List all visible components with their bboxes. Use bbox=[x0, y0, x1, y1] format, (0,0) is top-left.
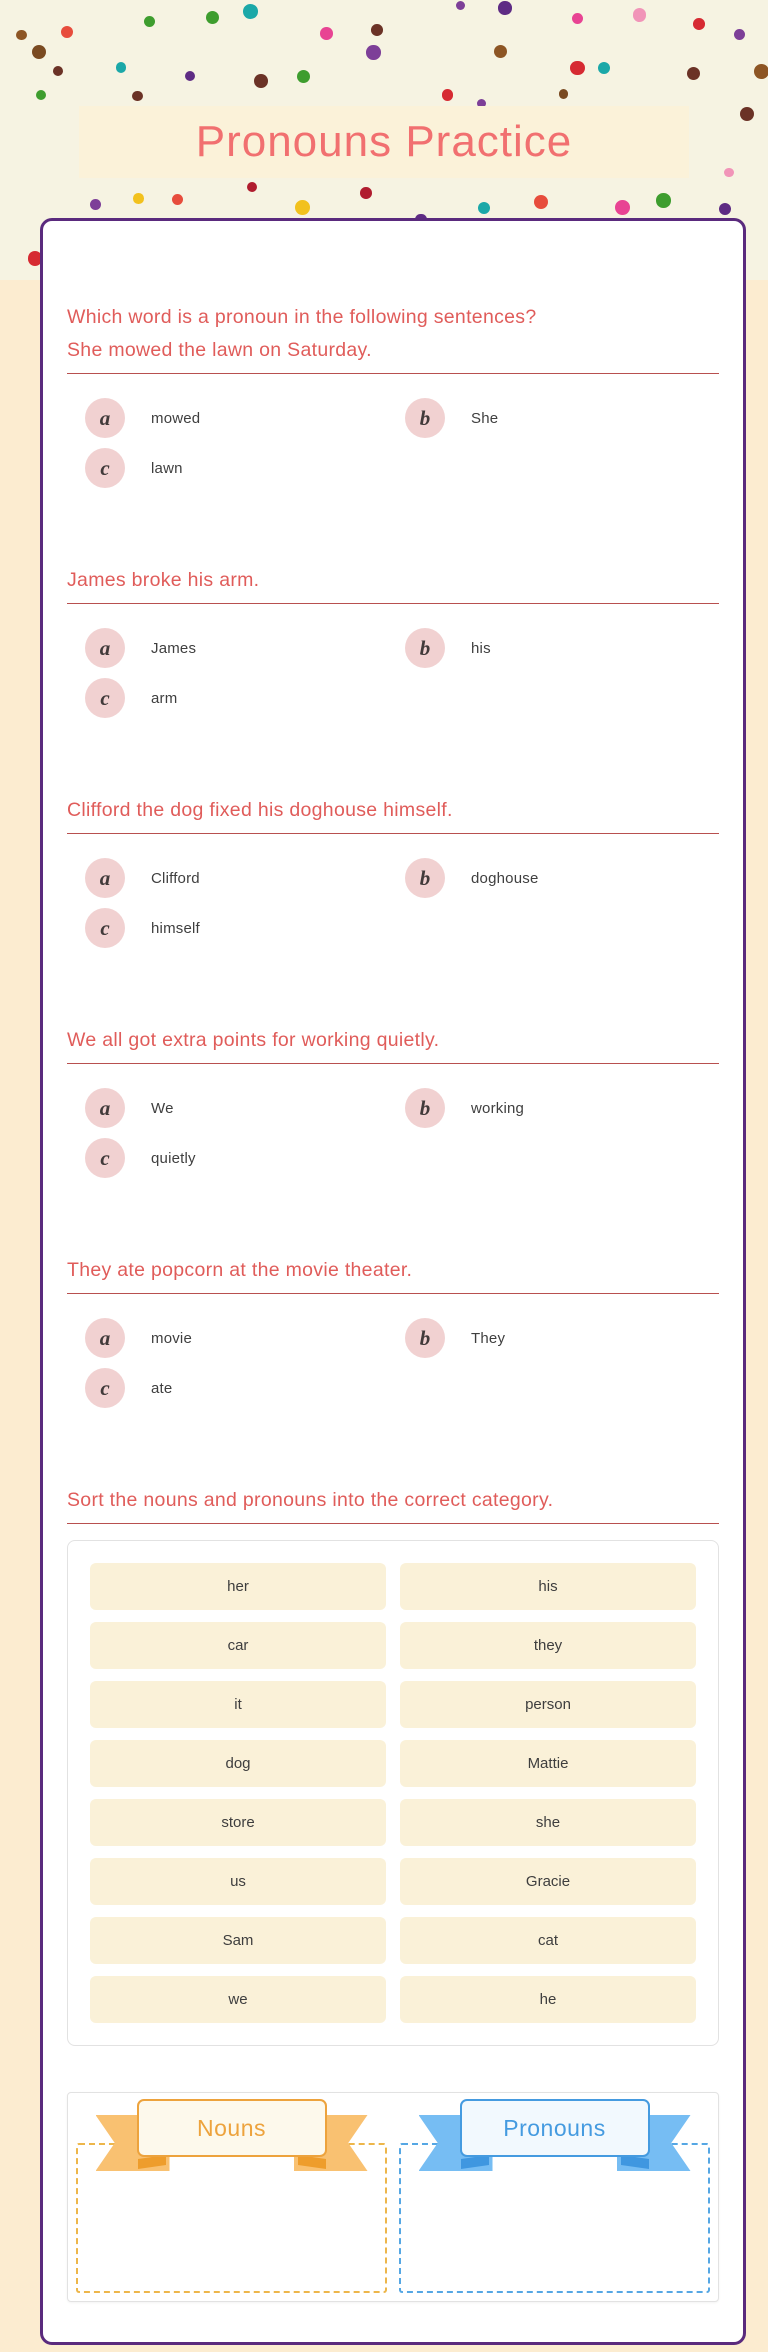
option-letter-badge: c bbox=[85, 1368, 125, 1408]
option-letter-badge: a bbox=[85, 628, 125, 668]
confetti-dot bbox=[320, 27, 333, 40]
confetti-dot bbox=[32, 45, 46, 59]
option-c[interactable] bbox=[85, 448, 405, 488]
question-divider bbox=[67, 373, 719, 374]
pronouns-ribbon-banner bbox=[419, 2099, 691, 2175]
nouns-category-label: Nouns bbox=[137, 2099, 327, 2157]
confetti-dot bbox=[498, 1, 511, 14]
question-5 bbox=[67, 1254, 719, 1408]
question-4 bbox=[67, 1024, 719, 1178]
question-1 bbox=[67, 301, 719, 488]
confetti-dot bbox=[740, 107, 754, 121]
confetti-dot bbox=[534, 195, 548, 209]
sort-prompt bbox=[67, 1484, 719, 1517]
prompt-line: They ate popcorn at the movie theater. bbox=[67, 1259, 413, 1281]
word-tile[interactable]: her bbox=[90, 1563, 386, 1610]
option-a[interactable] bbox=[85, 398, 405, 438]
option-label: They bbox=[471, 1329, 506, 1347]
confetti-dot bbox=[572, 13, 583, 24]
option-letter-badge: b bbox=[405, 628, 445, 668]
option-letter-badge: a bbox=[85, 1088, 125, 1128]
prompt-line: Clifford the dog fixed his doghouse himself. bbox=[67, 799, 453, 821]
confetti-dot bbox=[687, 67, 701, 81]
confetti-dot bbox=[615, 200, 630, 215]
word-tile[interactable]: Mattie bbox=[400, 1740, 696, 1787]
nouns-ribbon-banner bbox=[96, 2099, 368, 2175]
option-letter-badge: a bbox=[85, 858, 125, 898]
confetti-dot bbox=[656, 193, 671, 208]
option-label: movie bbox=[151, 1329, 193, 1347]
ribbon-tail-right bbox=[617, 2115, 691, 2171]
option-a[interactable] bbox=[85, 1088, 405, 1128]
option-label: arm bbox=[151, 689, 178, 707]
option-b[interactable] bbox=[405, 398, 719, 438]
confetti-dot bbox=[247, 182, 257, 192]
option-b[interactable] bbox=[405, 1318, 719, 1358]
word-tile[interactable]: Sam bbox=[90, 1917, 386, 1964]
confetti-dot bbox=[132, 91, 143, 102]
prompt-line: We all got extra points for working quietly. bbox=[67, 1029, 440, 1051]
category-drop-area bbox=[67, 2092, 719, 2302]
confetti-dot bbox=[494, 45, 508, 59]
option-label: ate bbox=[151, 1379, 173, 1397]
confetti-dot bbox=[36, 90, 46, 100]
option-label: lawn bbox=[151, 459, 183, 477]
prompt-line: James broke his arm. bbox=[67, 569, 260, 591]
worksheet-card bbox=[40, 218, 746, 2345]
confetti-dot bbox=[206, 11, 220, 25]
word-tile[interactable]: us bbox=[90, 1858, 386, 1905]
option-label: quietly bbox=[151, 1149, 196, 1167]
word-tile[interactable]: it bbox=[90, 1681, 386, 1728]
ribbon-tail-right bbox=[294, 2115, 368, 2171]
option-letter-badge: c bbox=[85, 678, 125, 718]
option-a[interactable] bbox=[85, 1318, 405, 1358]
option-c[interactable] bbox=[85, 1138, 405, 1178]
option-label: himself bbox=[151, 919, 200, 937]
option-label: She bbox=[471, 409, 499, 427]
question-divider bbox=[67, 1523, 719, 1524]
question-prompt bbox=[67, 794, 719, 827]
word-tile[interactable]: car bbox=[90, 1622, 386, 1669]
option-c[interactable] bbox=[85, 1368, 405, 1408]
confetti-dot bbox=[61, 26, 73, 38]
pronouns-category-label: Pronouns bbox=[460, 2099, 650, 2157]
confetti-dot bbox=[633, 8, 647, 22]
ribbon-tail-left bbox=[96, 2115, 170, 2171]
word-tile[interactable]: she bbox=[400, 1799, 696, 1846]
option-b[interactable] bbox=[405, 858, 719, 898]
option-letter-badge: b bbox=[405, 1088, 445, 1128]
confetti-dot bbox=[570, 61, 585, 76]
option-b[interactable] bbox=[405, 1088, 719, 1128]
confetti-dot bbox=[442, 89, 454, 101]
confetti-dot bbox=[478, 202, 490, 214]
confetti-dot bbox=[559, 89, 568, 98]
word-tile[interactable]: cat bbox=[400, 1917, 696, 1964]
confetti-dot bbox=[456, 1, 466, 11]
drop-zone-pronouns[interactable] bbox=[399, 2114, 710, 2293]
confetti-dot bbox=[734, 29, 745, 40]
option-letter-badge: c bbox=[85, 1138, 125, 1178]
confetti-dot bbox=[754, 64, 768, 79]
word-tile[interactable]: he bbox=[400, 1976, 696, 2023]
confetti-dot bbox=[724, 168, 734, 178]
title-band bbox=[79, 106, 689, 178]
confetti-dot bbox=[295, 200, 310, 215]
confetti-dot bbox=[693, 18, 705, 30]
word-tile[interactable]: his bbox=[400, 1563, 696, 1610]
question-divider bbox=[67, 1063, 719, 1064]
confetti-dot bbox=[133, 193, 143, 203]
confetti-dot bbox=[254, 74, 268, 88]
question-divider bbox=[67, 833, 719, 834]
confetti-dot bbox=[719, 203, 732, 216]
confetti-dot bbox=[144, 16, 155, 27]
option-a[interactable] bbox=[85, 628, 405, 668]
ribbon-tail-left bbox=[419, 2115, 493, 2171]
options-group bbox=[67, 1088, 719, 1178]
prompt-line: She mowed the lawn on Saturday. bbox=[67, 339, 372, 361]
question-divider bbox=[67, 1293, 719, 1294]
word-tile[interactable]: dog bbox=[90, 1740, 386, 1787]
option-c[interactable] bbox=[85, 678, 405, 718]
question-2 bbox=[67, 564, 719, 718]
prompt-line: Which word is a pronoun in the following sentences? bbox=[67, 306, 537, 328]
option-label: doghouse bbox=[471, 869, 539, 887]
confetti-dot bbox=[366, 45, 380, 59]
drop-zone-nouns[interactable] bbox=[76, 2114, 387, 2293]
word-tile[interactable]: they bbox=[400, 1622, 696, 1669]
confetti-dot bbox=[90, 199, 101, 210]
confetti-dot bbox=[598, 62, 610, 74]
options-group bbox=[67, 628, 719, 718]
option-label: his bbox=[471, 639, 491, 657]
option-letter-badge: c bbox=[85, 908, 125, 948]
options-group bbox=[67, 1318, 719, 1408]
option-label: James bbox=[151, 639, 197, 657]
confetti-dot bbox=[243, 4, 258, 19]
confetti-dot bbox=[116, 62, 126, 72]
question-prompt bbox=[67, 1024, 719, 1057]
options-group bbox=[67, 858, 719, 948]
word-tile[interactable]: Gracie bbox=[400, 1858, 696, 1905]
option-letter-badge: b bbox=[405, 1318, 445, 1358]
option-letter-badge: a bbox=[85, 398, 125, 438]
option-letter-badge: b bbox=[405, 858, 445, 898]
option-label: Clifford bbox=[151, 869, 200, 887]
sort-activity bbox=[67, 1484, 719, 2302]
question-prompt bbox=[67, 301, 719, 367]
word-tile[interactable]: we bbox=[90, 1976, 386, 2023]
option-label: mowed bbox=[151, 409, 201, 427]
option-b[interactable] bbox=[405, 628, 719, 668]
option-c[interactable] bbox=[85, 908, 405, 948]
option-label: working bbox=[471, 1099, 525, 1117]
word-bank bbox=[67, 1540, 719, 2046]
confetti-dot bbox=[53, 66, 63, 76]
option-label: We bbox=[151, 1099, 174, 1117]
confetti-dot bbox=[185, 71, 196, 82]
word-tile[interactable]: person bbox=[400, 1681, 696, 1728]
question-3 bbox=[67, 794, 719, 948]
page-title: Pronouns Practice bbox=[195, 117, 573, 166]
option-letter-badge: c bbox=[85, 448, 125, 488]
options-group bbox=[67, 398, 719, 488]
question-prompt bbox=[67, 564, 719, 597]
prompt-line: Sort the nouns and pronouns into the correct category. bbox=[67, 1489, 554, 1511]
confetti-dot bbox=[172, 194, 183, 205]
option-a[interactable] bbox=[85, 858, 405, 898]
question-divider bbox=[67, 603, 719, 604]
option-letter-badge: a bbox=[85, 1318, 125, 1358]
question-prompt bbox=[67, 1254, 719, 1287]
option-letter-badge: b bbox=[405, 398, 445, 438]
confetti-dot bbox=[371, 24, 383, 36]
confetti-dot bbox=[16, 30, 27, 41]
word-tile[interactable]: store bbox=[90, 1799, 386, 1846]
confetti-dot bbox=[297, 70, 310, 83]
confetti-dot bbox=[360, 187, 372, 199]
